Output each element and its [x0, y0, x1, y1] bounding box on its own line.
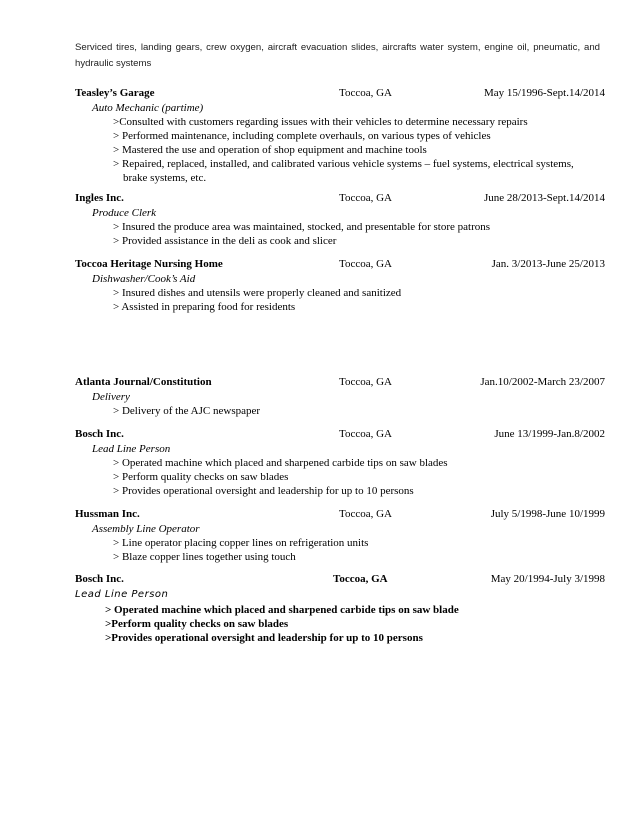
company-name: Hussman Inc. [75, 508, 140, 520]
duty-item: >Perform quality checks on saw blades [105, 618, 289, 630]
company-name: Toccoa Heritage Nursing Home [75, 258, 223, 270]
company-name: Atlanta Journal/Constitution [75, 376, 212, 388]
duty-list [75, 456, 605, 498]
duty-item: > Line operator placing copper lines on refrigeration units [113, 537, 369, 549]
job-title: Lead Line Person [92, 443, 171, 455]
company-name: Teasley’s Garage [75, 87, 155, 99]
job-title: Produce Clerk [92, 207, 157, 219]
job-header [75, 257, 605, 272]
job-header [75, 572, 605, 587]
duty-item: > Insured dishes and utensils were properly cleaned and sanitized [113, 287, 402, 299]
duty-item: > Provided assistance in the deli as cook and slicer [113, 235, 337, 247]
job-title: Dishwasher/Cook’s Aid [92, 273, 196, 285]
job-dates: May 15/1996-Sept.14/2014 [484, 87, 605, 99]
job-location: Toccoa, GA [339, 87, 392, 99]
job-title: Lead Line Person [75, 589, 169, 600]
duty-list [75, 603, 605, 645]
job-entry-bosch-1994 [75, 572, 605, 645]
job-dates: July 5/1998-June 10/1999 [490, 508, 605, 520]
job-entry-hussman [75, 507, 605, 564]
job-location: Toccoa, GA [339, 428, 392, 440]
job-location: Toccoa, GA [339, 508, 392, 520]
job-entry-ajc [75, 375, 605, 418]
duty-list [75, 286, 605, 314]
company-name: Ingles Inc. [75, 192, 124, 204]
duty-item: > Perform quality checks on saw blades [113, 471, 289, 483]
duty-item: > Provides operational oversight and leadership for up to 10 persons [113, 485, 414, 497]
duty-item: >Provides operational oversight and leadership for up to 10 persons [105, 632, 423, 644]
duty-list [75, 220, 605, 248]
duty-item [113, 157, 605, 185]
job-entry-bosch-1999 [75, 427, 605, 498]
job-dates: May 20/1994-July 3/1998 [490, 573, 605, 585]
job-header [75, 375, 605, 390]
duty-item: > Performed maintenance, including complete overhauls, on various types of vehicles [113, 130, 491, 142]
duty-item: > Operated machine which placed and sharpened carbide tips on saw blades [113, 457, 448, 469]
duty-continuation: brake systems, etc. [123, 172, 207, 184]
job-dates: Jan. 3/2013-June 25/2013 [491, 258, 605, 270]
job-header [75, 427, 605, 442]
duty-item: >Consulted with customers regarding issues with their vehicles to determine necessary repairs [113, 116, 528, 128]
duty-item: > Delivery of the AJC newspaper [113, 405, 261, 417]
job-entry-ingles [75, 191, 605, 248]
job-dates: June 13/1999-Jan.8/2002 [494, 428, 605, 440]
duty-list [75, 115, 605, 185]
job-dates: Jan.10/2002-March 23/2007 [480, 376, 605, 388]
job-location: Toccoa, GA [333, 573, 388, 585]
job-location: Toccoa, GA [339, 258, 392, 270]
duty-item: > Assisted in preparing food for residents [113, 301, 296, 313]
duty-item: > Blaze copper lines together using touch [113, 551, 296, 563]
job-entry-toccoa-heritage [75, 257, 605, 314]
intro-paragraph: Serviced tires, landing gears, crew oxygen, aircraft evacuation slides, aircrafts water system, engine oil, pneumatic, and hydraulic systems [75, 42, 600, 69]
company-name: Bosch Inc. [75, 573, 124, 585]
job-dates: June 28/2013-Sept.14/2014 [484, 192, 605, 204]
job-location: Toccoa, GA [339, 376, 392, 388]
job-header [75, 507, 605, 522]
duty-text: > Repaired, replaced, installed, and calibrated various vehicle systems – fuel systems, electrical systems, [113, 158, 574, 170]
job-title: Assembly Line Operator [92, 523, 200, 535]
duty-list [75, 404, 605, 418]
company-name: Bosch Inc. [75, 428, 124, 440]
job-title: Delivery [92, 391, 130, 403]
job-title: Auto Mechanic (partime) [92, 102, 204, 114]
duty-item: > Operated machine which placed and sharpened carbide tips on saw blade [105, 604, 459, 616]
duty-item: > Mastered the use and operation of shop equipment and machine tools [113, 144, 427, 156]
job-location: Toccoa, GA [339, 192, 392, 204]
job-header [75, 191, 605, 206]
job-entry-teasleys-garage [75, 86, 605, 185]
job-header [75, 86, 605, 101]
duty-item: > Insured the produce area was maintained, stocked, and presentable for store patrons [113, 221, 491, 233]
duty-list [75, 536, 605, 564]
